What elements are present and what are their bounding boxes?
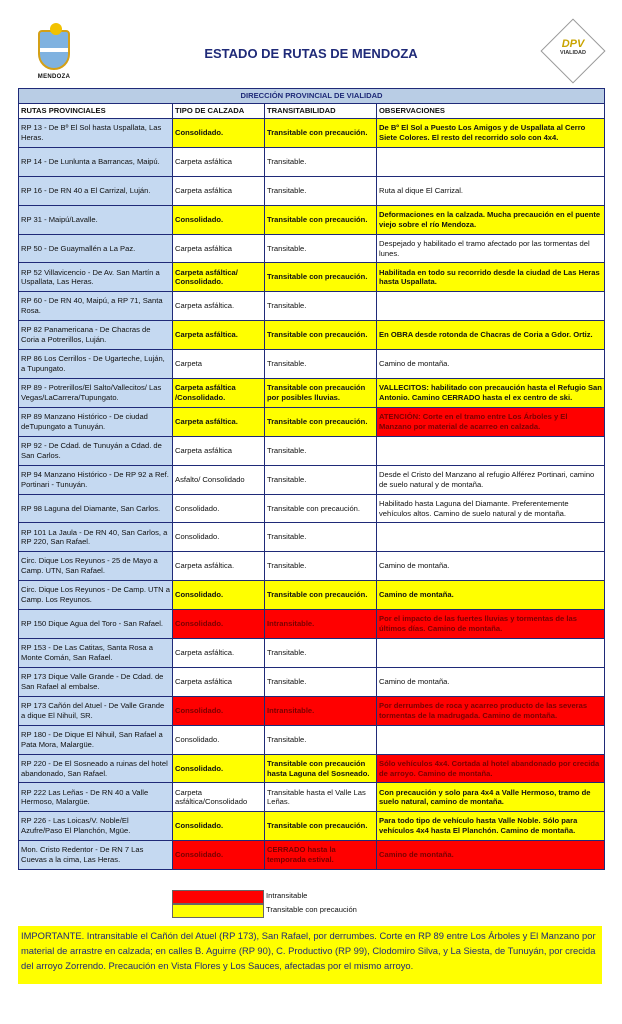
obs-cell	[377, 436, 605, 465]
transit-cell: Transitable con precaución.	[265, 812, 377, 841]
transit-cell: Transitable con precaución.	[265, 205, 377, 234]
vialidad-mark: DPV	[561, 38, 585, 50]
calzada-cell: Consolidado.	[173, 494, 265, 523]
legend-label: Transitable con precaución	[266, 905, 357, 914]
calzada-cell: Carpeta asfáltica	[173, 234, 265, 263]
transit-cell: Transitable con precaución.	[265, 321, 377, 350]
transit-cell: Transitable con precaución.	[265, 494, 377, 523]
transit-cell: Transitable hasta el Valle Las Leñas.	[265, 783, 377, 812]
route-cell: RP 222 Las Leñas - De RN 40 a Valle Hermoso, Malargüe.	[19, 783, 173, 812]
table-row	[19, 292, 605, 321]
transit-cell: Transitable con precaución por posibles lluvias.	[265, 379, 377, 408]
calzada-cell: Carpeta asfáltica.	[173, 639, 265, 668]
column-header-transit: TRANSITABILIDAD	[265, 104, 377, 119]
column-header-calzada: TIPO DE CALZADA	[173, 104, 265, 119]
calzada-cell: Consolidado.	[173, 812, 265, 841]
table-row	[19, 263, 605, 292]
table-row	[19, 754, 605, 783]
calzada-cell: Consolidado.	[173, 725, 265, 754]
table-row	[19, 494, 605, 523]
obs-cell: VALLECITOS: habilitado con precaución hasta el Refugio San Antonio. Camino CERRADO hasta el ex centro de ski.	[377, 379, 605, 408]
table-row	[19, 523, 605, 552]
transit-cell: Transitable.	[265, 350, 377, 379]
section-title: DIRECCIÓN PROVINCIAL DE VIALIDAD	[19, 89, 605, 104]
route-cell: Mon. Cristo Redentor - De RN 7 Las Cuevas a la cima, Las Heras.	[19, 841, 173, 870]
vialidad-logo-text-block	[550, 38, 596, 56]
obs-cell: Camino de montaña.	[377, 841, 605, 870]
calzada-cell: Asfalto/ Consolidado	[173, 465, 265, 494]
obs-cell: Camino de montaña.	[377, 552, 605, 581]
route-cell: RP 31 - Maipú/Lavalle.	[19, 205, 173, 234]
calzada-cell: Carpeta asfáltica.	[173, 292, 265, 321]
table-row	[19, 639, 605, 668]
obs-cell: ATENCIÓN: Corte en el tramo entre Los Árboles y El Manzano por material de acarreo en calzada.	[377, 407, 605, 436]
obs-cell: Camino de montaña.	[377, 350, 605, 379]
transit-cell: Transitable.	[265, 465, 377, 494]
routes-table	[18, 88, 605, 870]
route-cell: RP 89 - Potrerillos/El Salto/Vallecitos/ Las Vegas/LaCarrera/Tupungato.	[19, 379, 173, 408]
calzada-cell: Consolidado.	[173, 523, 265, 552]
logo-left-text: MENDOZA	[37, 74, 71, 80]
obs-cell: Habilitado hasta Laguna del Diamante. Preferentemente vehículos altos. Camino de suelo natural y de montaña.	[377, 494, 605, 523]
calzada-cell: Consolidado.	[173, 119, 265, 148]
route-cell: RP 220 - De El Sosneado a ruinas del hotel abandonado, San Rafael.	[19, 754, 173, 783]
route-cell: RP 14 - De Lunlunta a Barrancas, Maipú.	[19, 147, 173, 176]
calzada-cell: Carpeta asfáltica	[173, 436, 265, 465]
obs-cell: Con precaución y solo para 4x4 a Valle Hermoso, tramo de suelo natural, camino de montaña.	[377, 783, 605, 812]
calzada-cell: Carpeta asfáltica.	[173, 321, 265, 350]
obs-cell: Desde el Cristo del Manzano al refugio Alférez Portinari, camino de suelo natural y de montaña.	[377, 465, 605, 494]
route-cell: RP 86 Los Cerrillos - De Ugarteche, Luján, a Tupungato.	[19, 350, 173, 379]
table-row	[19, 812, 605, 841]
transit-cell: Transitable con precaución.	[265, 119, 377, 148]
route-cell: RP 101 La Jaula - De RN 40, San Carlos, a RP 220, San Rafael.	[19, 523, 173, 552]
transit-cell: Transitable.	[265, 176, 377, 205]
transit-cell: Intransitable.	[265, 610, 377, 639]
transit-cell: Transitable con precaución.	[265, 263, 377, 292]
route-cell: RP 13 - De Bº El Sol hasta Uspallata, Las Heras.	[19, 119, 173, 148]
calzada-cell: Carpeta asfáltica	[173, 147, 265, 176]
calzada-cell: Consolidado.	[173, 754, 265, 783]
page-header	[18, 24, 604, 88]
route-cell: RP 89 Manzano Histórico - De ciudad deTupungato a Tunuyán.	[19, 407, 173, 436]
table-row	[19, 234, 605, 263]
obs-cell: Camino de montaña.	[377, 581, 605, 610]
obs-cell	[377, 523, 605, 552]
route-cell: RP 60 - De RN 40, Maipú, a RP 71, Santa Rosa.	[19, 292, 173, 321]
route-cell: Circ. Dique Los Reyunos - De Camp. UTN a Camp. Los Reyunos.	[19, 581, 173, 610]
legend-label: Intransitable	[266, 891, 308, 900]
calzada-cell: Carpeta asfáltica.	[173, 552, 265, 581]
obs-cell: Deformaciones en la calzada. Mucha precaución en el puente viejo sobre el río Mendoza.	[377, 205, 605, 234]
transit-cell: Transitable con precaución.	[265, 407, 377, 436]
column-header-obs: OBSERVACIONES	[377, 104, 605, 119]
route-cell: RP 173 Cañón del Atuel - De Valle Grande a dique El Nihuil, SR.	[19, 696, 173, 725]
route-cell: RP 98 Laguna del Diamante, San Carlos.	[19, 494, 173, 523]
table-row	[19, 379, 605, 408]
table-row	[19, 610, 605, 639]
obs-cell: En OBRA desde rotonda de Chacras de Coria a Gdor. Ortiz.	[377, 321, 605, 350]
calzada-cell: Consolidado.	[173, 841, 265, 870]
calzada-cell: Carpeta asfáltica	[173, 667, 265, 696]
obs-cell	[377, 147, 605, 176]
calzada-cell: Carpeta	[173, 350, 265, 379]
route-cell: RP 153 - De Las Catitas, Santa Rosa a Monte Comán, San Rafael.	[19, 639, 173, 668]
route-cell: Circ. Dique Los Reyunos - 25 de Mayo a Camp. UTN, San Rafael.	[19, 552, 173, 581]
route-cell: RP 94 Manzano Histórico - De RP 92 a Ref. Portinari - Tunuyán.	[19, 465, 173, 494]
transit-cell: Transitable.	[265, 147, 377, 176]
obs-cell: Por derrumbes de roca y acarreo producto de las severas tormentas de la madrugada. Camino de montaña.	[377, 696, 605, 725]
route-cell: RP 82 Panamericana - De Chacras de Coria a Potrerillos, Luján.	[19, 321, 173, 350]
route-cell: RP 173 Dique Valle Grande - De Cdad. de San Rafael al embalse.	[19, 667, 173, 696]
important-note: IMPORTANTE. Intransitable el Cañón del Atuel (RP 173), San Rafael, por derrumbes. Corte en RP 89 entre Los Árboles y El Manzano por material de arrastre en calzada; en calles B. Aguirre (RP 90), C. Productivo (RP 99), Clodomiro Silva, y La Siesta, de Tunuyán, por crecida del arroyo Zorrendo. Precaución en Vista Flores y Los Sauces, afectadas por el mismo arroyo.	[18, 926, 602, 984]
obs-cell: Habilitada en todo su recorrido desde la ciudad de Las Heras hasta Uspallata.	[377, 263, 605, 292]
obs-cell: De Bº El Sol a Puesto Los Amigos y de Uspallata al Cerro Siete Colores. El resto del recorrido solo con 4x4.	[377, 119, 605, 148]
transit-cell: CERRADO hasta la temporada estival.	[265, 841, 377, 870]
route-cell: RP 52 Villavicencio - De Av. San Martín a Uspallata, Las Heras.	[19, 263, 173, 292]
table-row	[19, 552, 605, 581]
table-row	[19, 696, 605, 725]
transit-cell: Transitable.	[265, 436, 377, 465]
calzada-cell: Consolidado.	[173, 581, 265, 610]
page-title: ESTADO DE RUTAS DE MENDOZA	[204, 46, 418, 61]
obs-cell: Camino de montaña.	[377, 667, 605, 696]
table-row	[19, 465, 605, 494]
table-row	[19, 581, 605, 610]
calzada-cell: Carpeta asfáltica /Consolidado.	[173, 379, 265, 408]
obs-cell: Por el impacto de las fuertes lluvias y tormentas de las últimos días. Camino de montaña.	[377, 610, 605, 639]
route-cell: RP 180 - De Dique El Nihuil, San Rafael a Pata Mora, Malargüe.	[19, 725, 173, 754]
table-row	[19, 407, 605, 436]
obs-cell: Para todo tipo de vehículo hasta Valle Noble. Sólo para vehículos 4x4 hasta El Planchón. Camino de montaña.	[377, 812, 605, 841]
obs-cell	[377, 639, 605, 668]
legend-swatch-yellow	[172, 904, 264, 918]
transit-cell: Transitable.	[265, 552, 377, 581]
table-row	[19, 436, 605, 465]
obs-cell: Ruta al dique El Carrizal.	[377, 176, 605, 205]
transit-cell: Transitable.	[265, 639, 377, 668]
obs-cell: Despejado y habilitado el tramo afectado por las tormentas del lunes.	[377, 234, 605, 263]
table-row	[19, 321, 605, 350]
transit-cell: Transitable.	[265, 523, 377, 552]
table-row	[19, 205, 605, 234]
transit-cell: Transitable con precaución.	[265, 581, 377, 610]
obs-cell: Sólo vehículos 4x4. Cortada al hotel abandonado por crecida de arroyo. Camino de montaña.	[377, 754, 605, 783]
route-cell: RP 50 - De Guaymallén a La Paz.	[19, 234, 173, 263]
table-row	[19, 667, 605, 696]
table-row	[19, 350, 605, 379]
calzada-cell: Carpeta asfáltica.	[173, 407, 265, 436]
route-cell: RP 92 - De Cdad. de Tunuyán a Cdad. de San Carlos.	[19, 436, 173, 465]
transit-cell: Transitable.	[265, 725, 377, 754]
vialidad-text: VIALIDAD	[560, 50, 586, 56]
table-row	[19, 783, 605, 812]
table-row	[19, 119, 605, 148]
calzada-cell: Consolidado.	[173, 610, 265, 639]
legend-swatch-red	[172, 890, 264, 904]
transit-cell: Transitable con precaución hasta Laguna del Sosneado.	[265, 754, 377, 783]
table-row	[19, 841, 605, 870]
calzada-cell: Carpeta asfáltica/ Consolidado.	[173, 263, 265, 292]
obs-cell	[377, 725, 605, 754]
calzada-cell: Consolidado.	[173, 696, 265, 725]
column-header-route: RUTAS PROVINCIALES	[19, 104, 173, 119]
table-row	[19, 725, 605, 754]
calzada-cell: Carpeta asfáltica/Consolidado	[173, 783, 265, 812]
obs-cell	[377, 292, 605, 321]
route-cell: RP 226 - Las Loicas/V. Noble/El Azufre/Paso El Planchón, Mgüe.	[19, 812, 173, 841]
calzada-cell: Carpeta asfáltica	[173, 176, 265, 205]
transit-cell: Transitable.	[265, 234, 377, 263]
route-cell: RP 16 - De RN 40 a El Carrizal, Luján.	[19, 176, 173, 205]
table-row	[19, 176, 605, 205]
table-row	[19, 147, 605, 176]
transit-cell: Transitable.	[265, 667, 377, 696]
transit-cell: Transitable.	[265, 292, 377, 321]
transit-cell: Intransitable.	[265, 696, 377, 725]
route-cell: RP 150 Dique Agua del Toro - San Rafael.	[19, 610, 173, 639]
sun-icon	[50, 23, 62, 35]
calzada-cell: Consolidado.	[173, 205, 265, 234]
